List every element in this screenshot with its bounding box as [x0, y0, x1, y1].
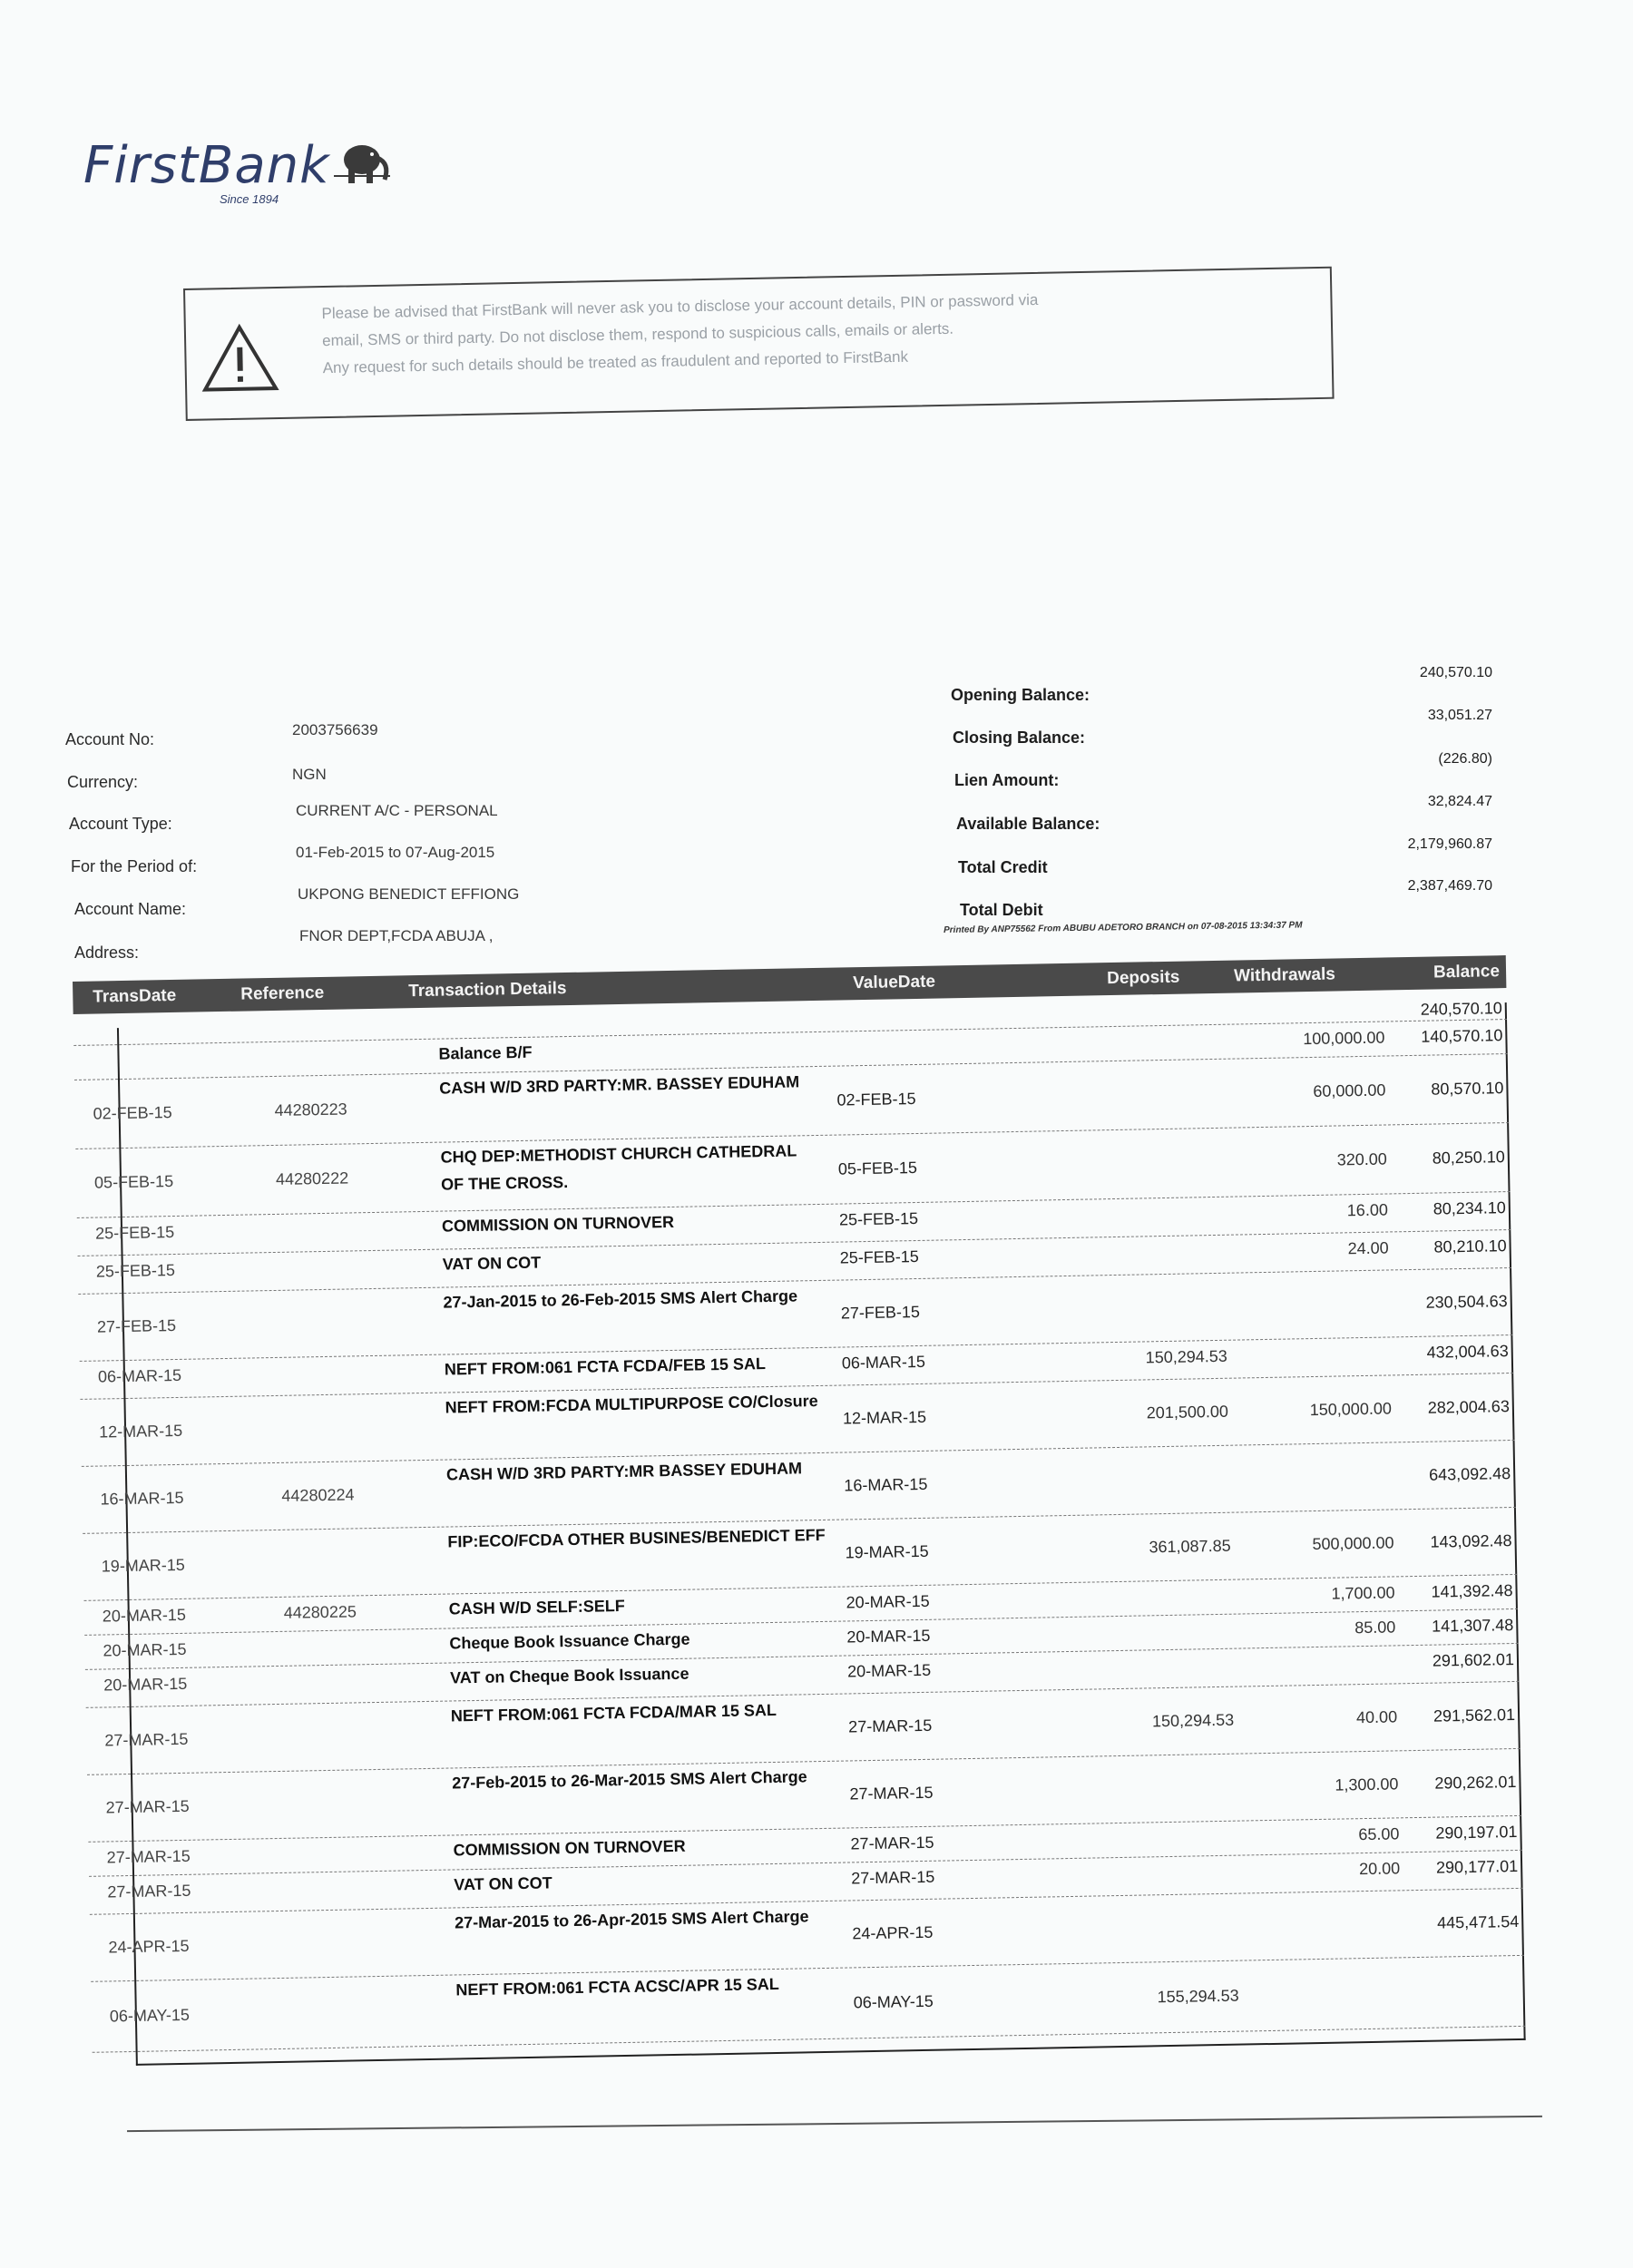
- trans-date-cell: 27-MAR-15: [105, 1796, 190, 1817]
- balance-cell: 240,570.10: [1420, 999, 1502, 1019]
- transaction-details-cell: Balance B/F: [438, 1042, 533, 1063]
- transaction-details-cell: COMMISSION ON TURNOVER: [453, 1836, 686, 1860]
- warning-line: email, SMS or third party. Do not disclose them, respond to suspicious calls, emails or alerts.: [321, 319, 954, 350]
- value-date-cell: 05-FEB-15: [837, 1158, 918, 1178]
- reference-cell: 44280224: [281, 1485, 355, 1505]
- available-balance-value: 32,824.47: [1427, 794, 1492, 809]
- value-date-cell: 27-MAR-15: [849, 1783, 934, 1804]
- total-debit-value: 2,387,469.70: [1407, 878, 1492, 894]
- trans-date-cell: 25-FEB-15: [94, 1222, 175, 1243]
- total-credit-value: 2,179,960.87: [1407, 836, 1492, 852]
- transaction-details-cell: COMMISSION ON TURNOVER: [441, 1212, 675, 1236]
- balance-cell: 291,602.01: [1432, 1650, 1515, 1670]
- firstbank-logo: [83, 136, 330, 206]
- period-value: 01-Feb-2015 to 07-Aug-2015: [296, 844, 495, 861]
- trans-date-cell: 06-MAY-15: [109, 2005, 191, 2026]
- currency-label: Currency:: [67, 773, 139, 791]
- value-date-cell: 12-MAR-15: [842, 1407, 927, 1428]
- transaction-details-cell: NEFT FROM:FCDA MULTIPURPOSE CO/Closure: [445, 1392, 818, 1417]
- trans-date-cell: 27-MAR-15: [107, 1881, 191, 1901]
- balance-cell: 80,210.10: [1433, 1237, 1507, 1256]
- account-type-label: Account Type:: [69, 815, 172, 833]
- elephant-icon: [330, 132, 394, 196]
- deposit-cell: 150,294.53: [1151, 1710, 1235, 1731]
- trans-date-cell: 24-APR-15: [108, 1936, 190, 1957]
- col-value-date: ValueDate: [852, 972, 936, 993]
- reference-cell: 44280223: [274, 1100, 347, 1119]
- balance-cell: 80,570.10: [1431, 1079, 1504, 1099]
- warning-text: [321, 281, 1314, 382]
- deposit-cell: [1069, 1621, 1232, 1624]
- transaction-details-cell: Cheque Book Issuance Charge: [449, 1629, 690, 1653]
- brand-name: FirstBank: [83, 136, 330, 195]
- deposit-cell: [1074, 1918, 1237, 1921]
- total-debit-label: Total Debit: [960, 901, 1043, 919]
- period-label: For the Period of:: [71, 857, 198, 875]
- balance-cell: 291,562.01: [1433, 1705, 1516, 1725]
- withdrawal-cell: [1244, 1983, 1403, 1986]
- value-date-cell: 02-FEB-15: [836, 1089, 916, 1110]
- balance-cell: 80,250.10: [1432, 1148, 1505, 1168]
- currency-value: NGN: [292, 766, 327, 783]
- warning-line: Any request for such details should be treated as fraudulent and reported to FirstBank: [322, 347, 909, 377]
- withdrawal-cell: 65.00: [1358, 1824, 1400, 1844]
- value-date-cell: 06-MAY-15: [853, 1991, 934, 2012]
- security-warning-banner: [183, 267, 1335, 421]
- transaction-details-cell: CHQ DEP:METHODIST CHURCH CATHEDRAL OF THE CROSS.: [440, 1141, 797, 1194]
- transaction-details-cell: NEFT FROM:061 FCTA FCDA/MAR 15 SAL: [450, 1700, 777, 1725]
- trans-date-cell: 05-FEB-15: [93, 1172, 174, 1192]
- withdrawal-cell: 1,300.00: [1335, 1774, 1399, 1794]
- value-date-cell: 25-FEB-15: [838, 1208, 919, 1229]
- deposit-cell: [1073, 1862, 1237, 1865]
- address-value: FNOR DEPT,FCDA ABUJA ,: [299, 927, 494, 944]
- withdrawal-cell: 60,000.00: [1313, 1080, 1386, 1100]
- account-no-value: 2003756639: [292, 721, 378, 738]
- value-date-cell: 20-MAR-15: [846, 1626, 931, 1647]
- balance-cell: 80,234.10: [1433, 1198, 1507, 1218]
- balance-cell: 445,471.54: [1436, 1911, 1520, 1932]
- value-date-cell: 19-MAR-15: [845, 1541, 929, 1562]
- transactions-table: [73, 955, 1526, 2067]
- value-date-cell: 27-MAR-15: [848, 1716, 933, 1736]
- transaction-details-cell: 27-Jan-2015 to 26-Feb-2015 SMS Alert Charge: [443, 1286, 798, 1312]
- account-name-value: UKPONG BENEDICT EFFIONG: [298, 885, 520, 903]
- deposit-cell: [1068, 1587, 1231, 1589]
- opening-balance-label: Opening Balance:: [951, 686, 1090, 704]
- col-trans-date: TransDate: [93, 985, 177, 1007]
- closing-balance-value: 33,051.27: [1427, 708, 1492, 723]
- total-credit-label: Total Credit: [958, 858, 1048, 876]
- transaction-details-cell: NEFT FROM:061 FCTA FCDA/FEB 15 SAL: [444, 1354, 767, 1379]
- reference-cell: 44280225: [283, 1602, 357, 1622]
- deposit-cell: [1061, 1204, 1225, 1207]
- deposit-cell: [1066, 1470, 1229, 1472]
- col-reference: Reference: [240, 982, 325, 1004]
- reference-cell: 44280222: [275, 1168, 349, 1188]
- opening-balance-value: 240,570.10: [1419, 665, 1492, 680]
- deposit-cell: [1072, 1828, 1236, 1831]
- value-date-cell: 16-MAR-15: [844, 1474, 928, 1495]
- deposit-cell: 150,294.53: [1145, 1346, 1227, 1367]
- balance-cell: 290,197.01: [1435, 1822, 1518, 1843]
- lien-amount-value: (226.80): [1438, 751, 1492, 767]
- transaction-details-cell: 27-Feb-2015 to 26-Mar-2015 SMS Alert Charge: [452, 1767, 807, 1793]
- value-date-cell: 20-MAR-15: [846, 1660, 932, 1681]
- col-deposits: Deposits: [1106, 967, 1180, 989]
- value-date-cell: 25-FEB-15: [839, 1246, 919, 1267]
- account-name-label: Account Name:: [74, 900, 187, 918]
- balance-cell: 230,504.63: [1425, 1292, 1508, 1312]
- deposit-cell: [1061, 1153, 1224, 1156]
- transaction-details-cell: [438, 1006, 819, 1013]
- balance-cell: 143,092.48: [1430, 1531, 1512, 1551]
- closing-balance-label: Closing Balance:: [953, 728, 1086, 747]
- trans-date-cell: 27-MAR-15: [104, 1729, 189, 1750]
- transaction-details-cell: CASH W/D SELF:SELF: [448, 1596, 625, 1618]
- trans-date-cell: 20-MAR-15: [103, 1639, 187, 1660]
- available-balance-label: Available Balance:: [956, 815, 1100, 833]
- balance-cell: 290,177.01: [1435, 1856, 1519, 1877]
- value-date-cell: 27-MAR-15: [851, 1867, 935, 1888]
- trans-date-cell: 06-MAR-15: [97, 1365, 182, 1386]
- trans-date-cell: 20-MAR-15: [103, 1674, 188, 1695]
- balance-cell: [1356, 1981, 1520, 1984]
- transaction-details-cell: 27-Mar-2015 to 26-Apr-2015 SMS Alert Charge: [454, 1907, 809, 1932]
- trans-date-cell: 19-MAR-15: [101, 1555, 186, 1576]
- deposit-cell: [1058, 1031, 1221, 1034]
- trans-date-cell: 02-FEB-15: [93, 1103, 172, 1123]
- address-label: Address:: [74, 943, 140, 962]
- trans-date-cell: 20-MAR-15: [102, 1605, 187, 1626]
- value-date-cell: 27-MAR-15: [850, 1833, 934, 1853]
- deposit-cell: 155,294.53: [1157, 1986, 1239, 2007]
- withdrawal-cell: 1,700.00: [1331, 1583, 1395, 1603]
- deposit-cell: 361,087.85: [1149, 1536, 1231, 1557]
- warning-line: Please be advised that FirstBank will never ask you to disclose your account details, PIN or password via: [321, 290, 1039, 323]
- value-date-cell: 27-FEB-15: [840, 1302, 921, 1323]
- deposit-cell: [1059, 1084, 1222, 1087]
- col-withdrawals: Withdrawals: [1233, 964, 1336, 986]
- transaction-details-cell: NEFT FROM:061 FCTA ACSC/APR 15 SAL: [455, 1974, 779, 1999]
- transaction-details-cell: VAT ON COT: [442, 1253, 542, 1274]
- transaction-details-cell: CASH W/D 3RD PARTY:MR. BASSEY EDUHAM: [439, 1072, 800, 1098]
- withdrawal-cell: 85.00: [1354, 1618, 1396, 1637]
- deposit-cell: 201,500.00: [1146, 1402, 1229, 1422]
- deposit-cell: [1071, 1778, 1235, 1781]
- deposit-cell: [1063, 1297, 1227, 1300]
- withdrawal-cell: 150,000.00: [1309, 1399, 1393, 1420]
- transaction-details-cell: VAT on Cheque Book Issuance: [449, 1664, 689, 1687]
- balance-cell: 140,570.10: [1421, 1026, 1503, 1046]
- value-date-cell: 06-MAR-15: [841, 1352, 926, 1373]
- brand-since: Since 1894: [220, 192, 279, 206]
- transaction-details-cell: CASH W/D 3RD PARTY:MR BASSEY EDUHAM: [445, 1459, 803, 1484]
- value-date-cell: 20-MAR-15: [846, 1591, 930, 1612]
- trans-date-cell: 27-MAR-15: [106, 1846, 191, 1867]
- lien-amount-label: Lien Amount:: [954, 771, 1060, 789]
- col-transaction-details: Transaction Details: [408, 979, 567, 1002]
- withdrawal-cell: 20.00: [1358, 1859, 1401, 1879]
- trans-date-cell: 27-FEB-15: [96, 1315, 177, 1336]
- transaction-details-cell: VAT ON COT: [454, 1873, 552, 1894]
- withdrawal-cell: 24.00: [1347, 1238, 1389, 1258]
- account-type-value: CURRENT A/C - PERSONAL: [296, 802, 498, 819]
- transaction-details-cell: FIP:ECO/FCDA OTHER BUSINES/BENEDICT EFF: [447, 1525, 826, 1551]
- trans-date-cell: 16-MAR-15: [100, 1488, 184, 1509]
- trans-date-cell: 25-FEB-15: [95, 1260, 176, 1281]
- withdrawal-cell: 100,000.00: [1303, 1028, 1385, 1049]
- deposit-cell: [1070, 1656, 1233, 1658]
- warning-triangle-icon: [199, 321, 282, 396]
- footer-rule: [127, 2116, 1542, 2132]
- withdrawal-cell: 320.00: [1336, 1149, 1388, 1169]
- withdrawal-cell: 16.00: [1346, 1200, 1389, 1220]
- balance-cell: 141,392.48: [1431, 1581, 1513, 1601]
- balance-cell: 141,307.48: [1431, 1616, 1514, 1636]
- printed-by-note: Printed By ANP75562 From ABUBU ADETORO BRANCH on 07-08-2015 13:34:37 PM: [944, 920, 1303, 935]
- balance-cell: 643,092.48: [1428, 1464, 1511, 1484]
- value-date-cell: 24-APR-15: [852, 1922, 934, 1943]
- balance-cell: 290,262.01: [1434, 1772, 1517, 1793]
- col-balance: Balance: [1433, 962, 1501, 982]
- deposit-cell: [1058, 1004, 1221, 1007]
- trans-date-cell: 12-MAR-15: [98, 1421, 183, 1442]
- balance-cell: 432,004.63: [1426, 1342, 1509, 1362]
- balance-cell: 282,004.63: [1427, 1397, 1511, 1417]
- deposit-cell: [1061, 1242, 1225, 1245]
- withdrawal-cell: 40.00: [1355, 1707, 1398, 1727]
- withdrawal-cell: 500,000.00: [1312, 1533, 1394, 1554]
- account-no-label: Account No:: [65, 730, 155, 748]
